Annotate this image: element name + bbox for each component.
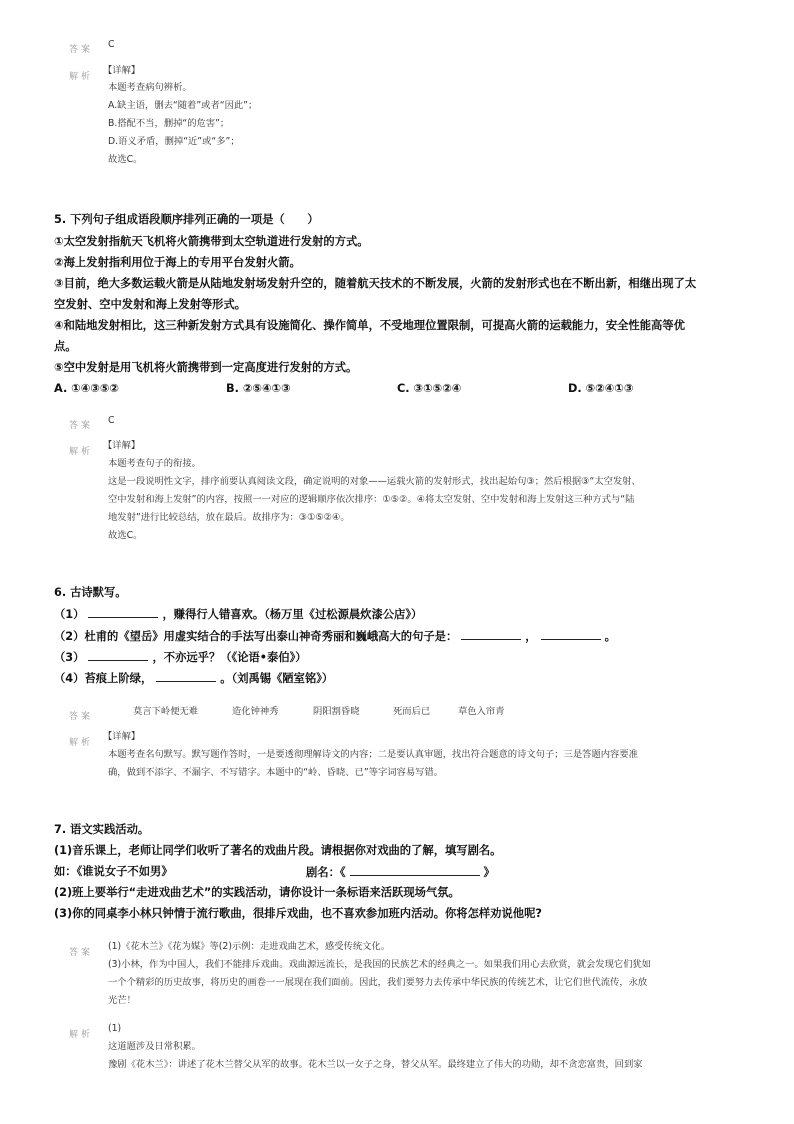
line-suffix: 。: [604, 630, 616, 643]
answer-value: C: [108, 39, 115, 50]
option-a: A. ①④③⑤②: [54, 382, 120, 395]
question-6-line-4: [54, 670, 333, 686]
explanation-line: 这道题涉及日常积累。: [108, 1041, 201, 1052]
explanation-line: A.缺主语，删去“随着”或者“因此”；: [108, 100, 258, 111]
question-7-part-1: (1)音乐课上，老师让同学们收听了著名的戏曲片段。请根据你对戏曲的了解，填写剧名。: [54, 844, 502, 857]
question-5-stem: 5. 下列句子组成语段顺序排列正确的一项是（ ）: [54, 213, 319, 226]
explanation-line: B.搭配不当，删掉“的危害”；: [108, 118, 230, 129]
question-7-example: [54, 864, 173, 879]
question-5-item: 空发射、空中发射和海上发射等形式。: [54, 298, 247, 311]
example-text: 如：《谁说女子不如男》: [54, 865, 173, 878]
explanation-line: 本题考查病句辨析。: [108, 82, 192, 93]
question-5-item: ③目前，绝大多数运载火箭是从陆地发射场发射升空的，随着航天技术的不断发展，火箭的发射形式也在不断出新，相继出现了太: [54, 277, 697, 290]
option-c: C. ③①⑤②④: [397, 382, 462, 395]
explanation-line: 【详解】: [103, 731, 141, 742]
question-7-part-3: (3)你的同桌李小林只钟情于流行歌曲，很排斥戏曲，也不喜欢参加班内活动。你将怎样劝说他呢?: [54, 907, 542, 920]
answer-tag: 答案: [69, 712, 94, 722]
answer-item: 莫言下岭便无难: [133, 706, 199, 717]
line-prefix: （2）杜甫的《望岳》用虚实结合的手法写出泰山神奇秀丽和巍峨高大的句子是：: [54, 630, 458, 643]
explanation-line: 【详解】: [103, 440, 141, 451]
option-b: B. ②⑤④①③: [226, 382, 291, 395]
explanation-line: 确，做到不添字、不漏字、不写错字。本题中的“岭、昏晓、已”等字词容易写错。: [108, 767, 444, 778]
question-6-title: 6. 古诗默写。: [54, 586, 127, 599]
line-prefix: （1）: [54, 608, 85, 621]
explanation-tag: 解析: [69, 72, 94, 82]
question-5-item: ②海上发射指利用位于海上的专用平台发射火箭。: [54, 256, 301, 269]
explanation-line: 豫剧《花木兰》：讲述了花木兰替父从军的故事。花木兰以一女子之身，替父从军。最终建立了伟大的功勋，却不贪恋富贵，回到家: [108, 1059, 643, 1070]
explanation-tag: 解析: [69, 1030, 94, 1040]
question-7-title: 7. 语文实践活动。: [54, 823, 150, 836]
explanation-line: 【详解】: [103, 65, 141, 76]
question-5-item: ①太空发射指航天飞机将火箭携带到太空轨道进行发射的方式。: [54, 235, 369, 248]
explanation-line: 这是一段说明性文字，排序前要认真阅读文段，确定说明的对象——运载火箭的发射形式，找出起始句③；然后根据③“太空发射、: [108, 476, 641, 487]
line-suffix: ，不亦远乎？（《论语•泰伯》）: [152, 651, 307, 664]
answer-tag: 答案: [69, 948, 94, 958]
blank-field[interactable]: [156, 670, 216, 682]
question-5-item: ④和陆地发射相比，这三种新发射方式具有设施简化、操作简单，不受地理位置限制，可提高火箭的运载能力，安全性能高等优: [54, 319, 685, 332]
question-7-part-2: (2)班上要举行“走进戏曲艺术”的实践活动，请你设计一条标语来活跃现场气氛。: [54, 886, 460, 899]
answer-line: (3)小林，作为中国人，我们不能排斥戏曲。戏曲源远流长，是我国的民族艺术的经典之一。如果我们用心去欣赏，就会发现它们犹如: [108, 959, 652, 970]
question-7-title-field: [306, 864, 495, 880]
explanation-line: 地发射”进行比较总结，放在最后。故排序为：③①⑤②④。: [108, 512, 350, 523]
explanation-line: 本题考查句子的衔接。: [108, 458, 201, 469]
explanation-line: (1): [108, 1023, 122, 1034]
question-6-line-3: [54, 649, 307, 665]
blank-field[interactable]: [88, 606, 158, 618]
line-suffix: 。（刘禹锡《陋室铭》）: [220, 672, 334, 685]
line-suffix: ，赚得行人错喜欢。（杨万里《过松源晨炊漆公店》）: [162, 608, 423, 621]
explanation-tag: 解析: [69, 738, 94, 748]
explanation-tag: 解析: [69, 447, 94, 457]
blank-field[interactable]: [88, 649, 148, 661]
question-6-line-2: [54, 628, 616, 644]
answer-line: 一个个精彩的历史故事，将历史的画卷一一展现在我们面前。因此，我们要努力去传承中华民族的传统艺术，让它们世代流传，永放: [108, 977, 648, 988]
question-5-item: ⑤空中发射是用飞机将火箭携带到一定高度进行发射的方式。: [54, 361, 358, 374]
line-prefix: （4）苔痕上阶绿，: [54, 672, 153, 685]
blank-field[interactable]: [461, 628, 521, 640]
answer-value: C: [108, 415, 115, 426]
question-5-item: 点。: [54, 340, 77, 353]
blank-field[interactable]: [350, 864, 480, 876]
answer-item: 死而后已: [393, 706, 431, 717]
answer-tag: 答案: [69, 45, 94, 55]
answer-line: (1)《花木兰》《花为媒》等(2)示例：走进戏曲艺术，感受传统文化。: [108, 941, 391, 952]
explanation-line: D.语义矛盾，删掉“近”或“多”；: [108, 136, 240, 147]
explanation-line: 故选C。: [108, 530, 143, 541]
field-label: 剧名：《: [306, 866, 346, 879]
answer-tag: 答案: [69, 421, 94, 431]
answer-item: 阴阳割昏晓: [313, 706, 360, 717]
answer-line: 光芒！: [108, 995, 136, 1006]
answer-item: 造化钟神秀: [232, 706, 279, 717]
option-d: D. ⑤②④①③: [568, 382, 634, 395]
explanation-line: 本题考查名句默写。默写题作答时，一是要透彻理解诗文的内容；二是要认真审题，找出符合题意的诗文句子；三是答题内容要准: [108, 749, 638, 760]
question-6-line-1: [54, 606, 422, 622]
field-end: 》: [483, 866, 495, 879]
line-mid: ，: [525, 630, 537, 643]
explanation-line: 空中发射和海上发射”的内容，按照一一对应的逻辑顺序依次排序：①⑤②。④将太空发射、空中发射和海上发射这三种方式与“陆: [108, 494, 635, 505]
answer-item: 草色入帘青: [458, 706, 505, 717]
blank-field[interactable]: [541, 628, 601, 640]
explanation-line: 故选C。: [108, 154, 143, 165]
line-prefix: （3）: [54, 651, 85, 664]
